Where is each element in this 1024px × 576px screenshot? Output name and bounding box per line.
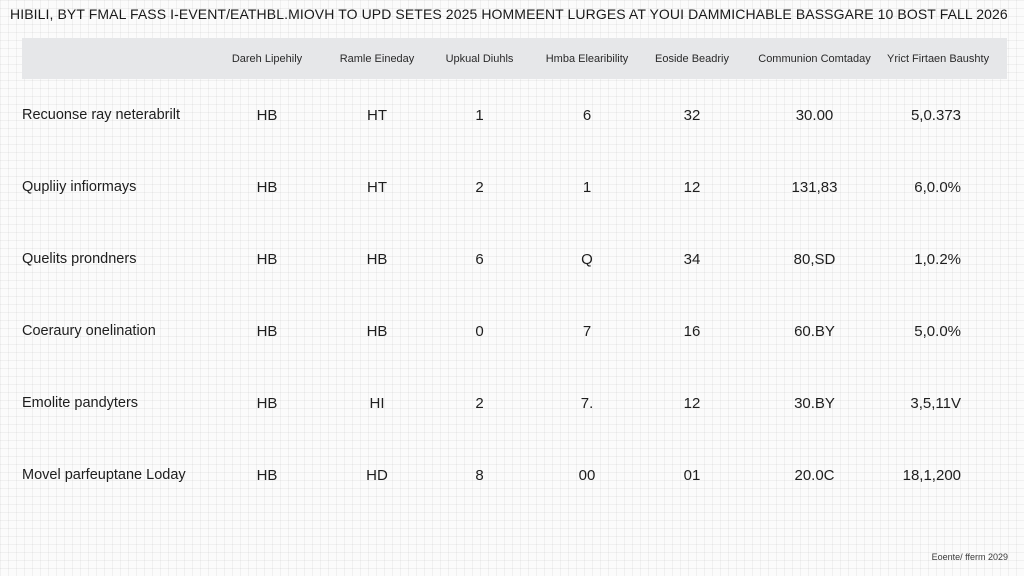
table-cell: 2: [475, 394, 484, 412]
table-cell: 20.0C: [794, 466, 835, 484]
table-cell: 32: [683, 106, 701, 124]
table-cell: HT: [367, 178, 387, 196]
table-cell: 60.BY: [794, 322, 835, 340]
table-cell: 18,1,200: [902, 466, 961, 484]
table-cell: Q: [581, 250, 593, 268]
table-cell: 5,0.373: [910, 106, 961, 124]
table-body: [22, 79, 1007, 511]
table-header-row: [22, 38, 1007, 79]
table-cell: 131,83: [791, 178, 838, 196]
table-cell: 12: [683, 178, 701, 196]
table-cell: 6: [475, 250, 484, 268]
row-label: Movel parfeuptane Loday: [22, 467, 186, 483]
table-row: [22, 151, 1007, 223]
table-cell: 12: [683, 394, 701, 412]
table-cell: 34: [683, 250, 701, 268]
table-cell: HB: [256, 322, 278, 340]
column-header: [22, 38, 207, 79]
table-row: [22, 223, 1007, 295]
column-header: Upkual Diuhls: [445, 52, 514, 65]
table-cell: 0: [475, 322, 484, 340]
row-label: Quelits prondners: [22, 251, 137, 267]
column-header: Eoside Beadriy: [655, 52, 729, 65]
table-cell: 3,5,11V: [910, 394, 961, 412]
table-cell: HB: [256, 250, 278, 268]
table-cell: 01: [683, 466, 701, 484]
column-header: Yrict Firtaen Baushty: [887, 52, 990, 65]
table-cell: 30.00: [795, 106, 834, 124]
column-header: Dareh Lipehily: [231, 52, 303, 65]
table-cell: 5,0.0%: [914, 322, 961, 340]
table-cell: 2: [475, 178, 484, 196]
row-label: Recuonse ray neterabrilt: [22, 107, 180, 123]
table-cell: 80,SD: [793, 250, 836, 268]
footnote: Eoente/ fferm 2029: [931, 552, 1008, 562]
table-cell: 30.BY: [794, 394, 835, 412]
table-cell: HI: [369, 394, 385, 412]
table-row: [22, 367, 1007, 439]
column-header: Ramle Eineday: [339, 52, 415, 65]
table-cell: 6,0.0%: [914, 178, 961, 196]
table-row: [22, 79, 1007, 151]
table-cell: 1: [582, 178, 592, 196]
table-cell: 7.: [580, 394, 594, 412]
table-cell: HB: [256, 466, 278, 484]
table-cell: 7: [582, 322, 592, 340]
table-cell: HB: [366, 250, 388, 268]
table-cell: HB: [256, 394, 278, 412]
column-header: Communion Comtaday: [758, 52, 871, 65]
column-header: Hmba Elearibility: [545, 52, 629, 65]
row-label: Emolite pandyters: [22, 395, 139, 411]
table-cell: 8: [475, 466, 484, 484]
table-cell: HB: [256, 106, 278, 124]
table-cell: 1,0.2%: [914, 250, 961, 268]
table-cell: HD: [366, 466, 388, 484]
table-row: [22, 295, 1007, 367]
table-cell: 1: [475, 106, 484, 124]
table-cell: 16: [683, 322, 701, 340]
table-row: [22, 439, 1007, 511]
data-table: [22, 38, 1007, 511]
row-label: Coeraury onelination: [22, 323, 156, 339]
row-label: Qupliiy infiormays: [22, 179, 137, 195]
table-cell: HT: [367, 106, 387, 124]
table-cell: HB: [256, 178, 278, 196]
table-cell: HB: [366, 322, 388, 340]
page-title: HIBILI, BYT FMAL FASS I-EVENT/EATHBL.MIOVH TO UPD SETES 2025 HOMMEENT LURGES AT YOUI DAMMICHABLE BASSGARE 10 BOST FALL 2026: [10, 6, 1008, 22]
table-cell: 6: [582, 106, 592, 124]
table-cell: 00: [578, 466, 596, 484]
